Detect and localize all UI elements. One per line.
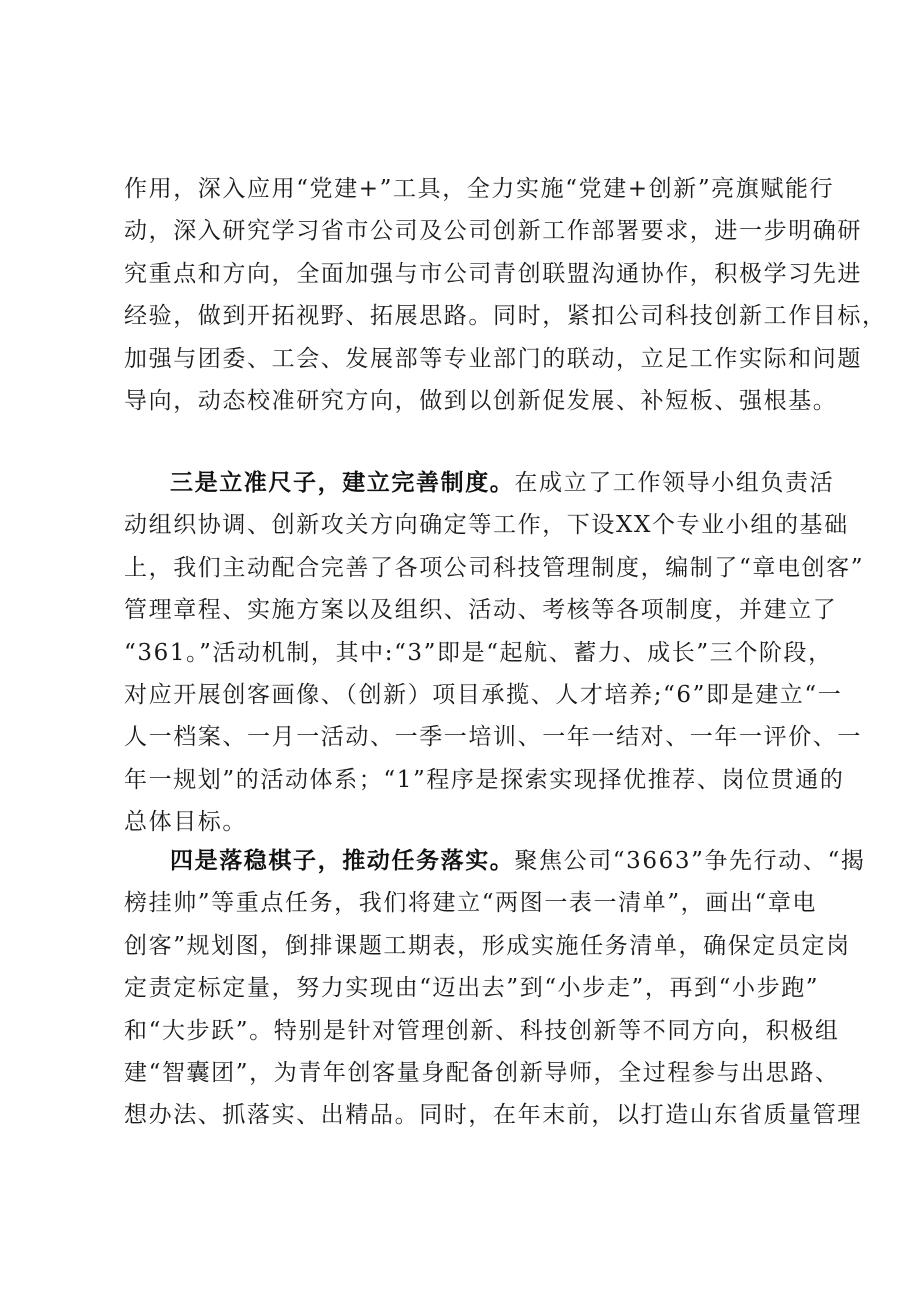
paragraph-third-point — [124, 462, 865, 844]
text-line: 加强与团委、工会、发展部等专业部门的联动，立足工作实际和问题 — [124, 345, 862, 372]
text-line: 总体目标。 — [124, 809, 247, 836]
paragraph-party-building — [124, 168, 887, 422]
text-fragment: 在成立了工作领导小组负责活 — [514, 470, 835, 496]
text-line: 榜挂帅”等重点任务，我们将建立“两图一表一清单”，画出“章电 — [124, 890, 818, 917]
text-line: 对应开展创客画像、（创新）项目承揽、人才培养;“6”即是建立“一 — [124, 681, 843, 708]
paragraph-fourth-point — [124, 840, 866, 1137]
text-line: 究重点和方向，全面加强与市公司青创联盟沟通协作，积极学习先进 — [124, 260, 862, 287]
text-line: 动组织协调、创新攻关方向确定等工作，下设XX个专业小组的基础 — [124, 512, 849, 539]
text-line: 建“智囊团”，为青年创客量身配备创新导师，全过程参与出思路、 — [124, 1059, 840, 1086]
text-line: 想办法、抓落实、出精品。同时，在年末前，以打造山东省质量管理 — [124, 1102, 862, 1129]
text-line: 经验，做到开拓视野、拓展思路。同时，紧扣公司科技创新工作目标， — [124, 303, 887, 330]
text-line: 作用，深入应用“党建+”工具，全力实施“党建+创新”亮旗赋能行 — [124, 176, 835, 202]
paragraph-first-line — [124, 462, 835, 504]
paragraph-lead-heading: 四是落稳棋子，推动任务落实。 — [170, 847, 515, 874]
text-fragment: 聚焦公司“3663”争先行动、“揭 — [514, 848, 866, 874]
text-line: “361。”活动机制，其中:“3”即是“起航、蓄力、成长”三个阶段， — [124, 639, 833, 666]
paragraph-first-line — [124, 840, 866, 882]
text-line: 和“大步跃”。特别是针对管理创新、科技创新等不同方向，积极组 — [124, 1017, 840, 1044]
text-line: 定责定标定量，努力实现由“迈出去”到“小步走”，再到“小步跑” — [124, 975, 820, 1002]
paragraph-lead-heading: 三是立准尺子，建立完善制度。 — [170, 469, 515, 496]
text-line: 动，深入研究学习省市公司及公司创新工作部署要求，进一步明确研 — [124, 218, 862, 245]
text-line: 上，我们主动配合完善了各项公司科技管理制度，编制了“章电创客” — [124, 554, 865, 581]
text-line: 创客”规划图，倒排课题工期表，形成实施任务清单，确保定员定岗 — [124, 932, 851, 959]
text-line: 人一档案、一月一活动、一季一培训、一年一结对、一年一评价、一 — [124, 724, 862, 751]
text-line: 年一规划”的活动体系；“1”程序是探索实现择优推荐、岗位贯通的 — [124, 766, 845, 793]
text-line: 导向，动态校准研究方向，做到以创新促发展、补短板、强根基。 — [124, 387, 838, 414]
text-line: 管理章程、实施方案以及组织、活动、考核等各项制度，并建立了 — [124, 597, 838, 624]
